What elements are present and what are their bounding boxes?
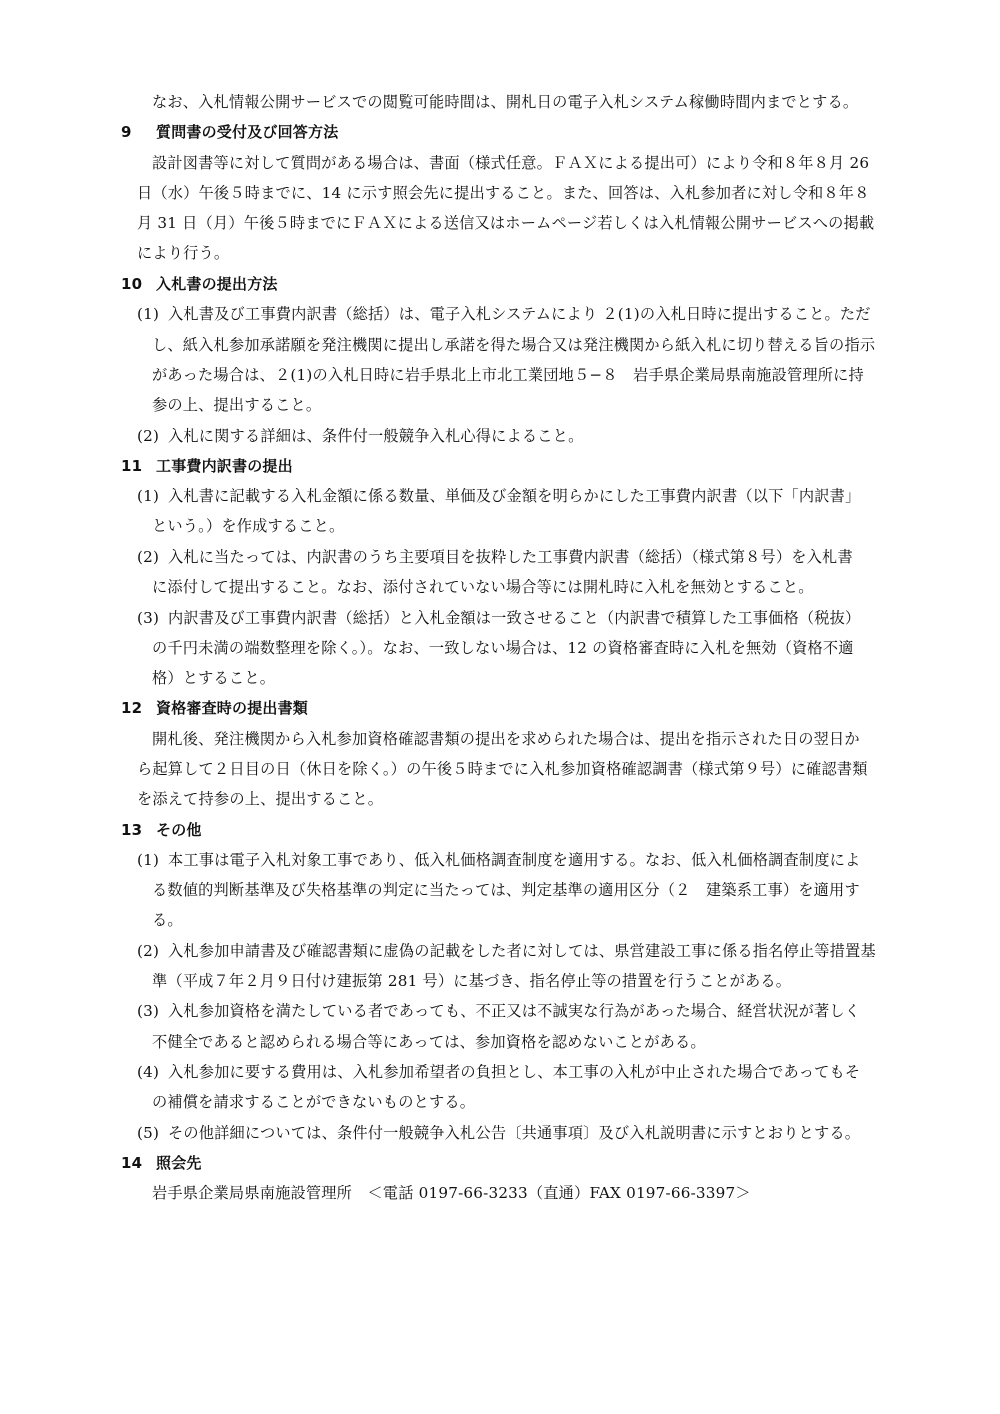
section-10-item-1-line: し、紙入札参加承諾願を発注機関に提出し承諾を得た場合又は発注機関から紙入札に切り替える旨の指示 xyxy=(152,336,876,354)
section-12-body-line: 開札後、発注機関から入札参加資格確認書類の提出を求められた場合は、提出を指示された日の翌日か xyxy=(152,730,860,748)
section-title: 入札書の提出方法 xyxy=(156,275,278,293)
section-13-item-5-marker: (5) xyxy=(137,1124,160,1142)
section-13-item-4-marker: (4) xyxy=(137,1063,160,1081)
section-11-item-1-line: という。）を作成すること。 xyxy=(152,517,345,535)
section-10-item-2-line: 入札に関する詳細は、条件付一般競争入札心得によること。 xyxy=(168,427,584,445)
section-13-item-3-line: 入札参加資格を満たしている者であっても、不正又は不誠実な行為があった場合、経営状況が著しく xyxy=(168,1002,861,1020)
section-9-heading xyxy=(121,122,338,142)
section-13-item-4-line: の補償を請求することができないものとする。 xyxy=(152,1093,476,1111)
section-11-item-2-line: に添付して提出すること。なお、添付されていない場合等には開札時に入札を無効とすること。 xyxy=(152,578,814,596)
section-11-item-3-line: 格）とすること。 xyxy=(152,669,276,687)
section-11-item-2-line: 入札に当たっては、内訳書のうち主要項目を抜粋した工事費内訳書（総括）（様式第８号）を入札書 xyxy=(168,548,853,566)
section-title: 質問書の受付及び回答方法 xyxy=(156,123,339,141)
section-13-heading xyxy=(121,820,202,840)
section-13-item-5-line: その他詳細については、条件付一般競争入札公告〔共通事項〕及び入札説明書に示すとおりとする。 xyxy=(168,1124,861,1142)
section-number: 11 xyxy=(121,457,143,475)
section-number: 10 xyxy=(121,275,143,293)
section-13-item-2-line: 準（平成７年２月９日付け建振第 281 号）に基づき、指名停止等の措置を行うことがある。 xyxy=(152,972,792,990)
section-title: その他 xyxy=(156,821,202,839)
section-13-item-3-line: 不健全であると認められる場合等にあっては、参加資格を認めないことがある。 xyxy=(152,1033,706,1051)
section-number: 9 xyxy=(121,123,132,141)
section-11-item-2-marker: (2) xyxy=(137,548,160,566)
section-13-item-2-line: 入札参加申請書及び確認書類に虚偽の記載をした者に対しては、県営建設工事に係る指名停止等措置基 xyxy=(168,942,876,960)
section-13-item-1-line: る数値的判断基準及び失格基準の判定に当たっては、判定基準の適用区分（２ 建築系工事）を適用す xyxy=(152,881,860,899)
section-10-item-1-line: 入札書及び工事費内訳書（総括）は、電子入札システムにより ２(1)の入札日時に提出すること。ただ xyxy=(168,305,871,323)
section-13-item-1-line: 本工事は電子入札対象工事であり、低入札価格調査制度を適用する。なお、低入札価格調査制度によ xyxy=(168,851,861,869)
section-12-body-line: を添えて持参の上、提出すること。 xyxy=(137,790,384,808)
section-title: 照会先 xyxy=(156,1154,202,1172)
section-11-item-1-marker: (1) xyxy=(137,487,160,505)
section-title: 資格審査時の提出書類 xyxy=(156,699,309,717)
section-9-body-line: 日（水）午後５時までに、14 に示す照会先に提出すること。また、回答は、入札参加者に対し令和８年８ xyxy=(137,184,870,202)
section-14-heading xyxy=(121,1153,202,1173)
section-10-item-1-line: 参の上、提出すること。 xyxy=(152,396,322,414)
section-10-item-1-line: があった場合は、２(1)の入札日時に岩手県北上市北工業団地５−８ 岩手県企業局県南施設管理所に持 xyxy=(152,366,864,384)
section-11-item-3-line: 内訳書及び工事費内訳書（総括）と入札金額は一致させること（内訳書で積算した工事価格（税抜） xyxy=(168,609,861,627)
section-13-item-1-marker: (1) xyxy=(137,851,160,869)
section-number: 14 xyxy=(121,1154,143,1172)
section-9-body-line: 設計図書等に対して質問がある場合は、書面（様式任意。ＦＡＸによる提出可）により令和８年８月 26 xyxy=(152,154,870,172)
section-11-heading xyxy=(121,456,293,476)
section-13-item-2-marker: (2) xyxy=(137,942,160,960)
section-11-item-3-marker: (3) xyxy=(137,609,160,627)
section-13-item-4-line: 入札参加に要する費用は、入札参加希望者の負担とし、本工事の入札が中止された場合であってもそ xyxy=(168,1063,861,1081)
section-13-item-1-line: る。 xyxy=(152,911,183,929)
section-9-body-line: 月 31 日（月）午後５時までにＦＡＸによる送信又はホームページ若しくは入札情報公開サービスへの掲載 xyxy=(137,214,875,232)
section-11-item-3-line: の千円未満の端数整理を除く。）。なお、一致しない場合は、12 の資格審査時に入札を無効（資格不適 xyxy=(152,639,854,657)
contact-line: 岩手県企業局県南施設管理所 ＜電話 0197-66-3233（直通）FAX 0197-66-3397＞ xyxy=(152,1184,751,1202)
section-12-heading xyxy=(121,698,308,718)
section-12-body-line: ら起算して２日目の日（休日を除く。）の午後５時までに入札参加資格確認調書（様式第９号）に確認書類 xyxy=(137,760,868,778)
section-title: 工事費内訳書の提出 xyxy=(156,457,293,475)
section-number: 13 xyxy=(121,821,143,839)
section-number: 12 xyxy=(121,699,143,717)
section-9-body-line: により行う。 xyxy=(137,244,230,262)
section-11-item-1-line: 入札書に記載する入札金額に係る数量、単価及び金額を明らかにした工事費内訳書（以下「内訳書」 xyxy=(168,487,861,505)
section-10-item-2-marker: (2) xyxy=(137,427,160,445)
section-10-item-1-marker: (1) xyxy=(137,305,160,323)
section-13-item-3-marker: (3) xyxy=(137,1002,160,1020)
section-10-heading xyxy=(121,274,278,294)
intro-note: なお、入札情報公開サービスでの閲覧可能時間は、開札日の電子入札システム稼働時間内までとする。 xyxy=(152,93,859,111)
